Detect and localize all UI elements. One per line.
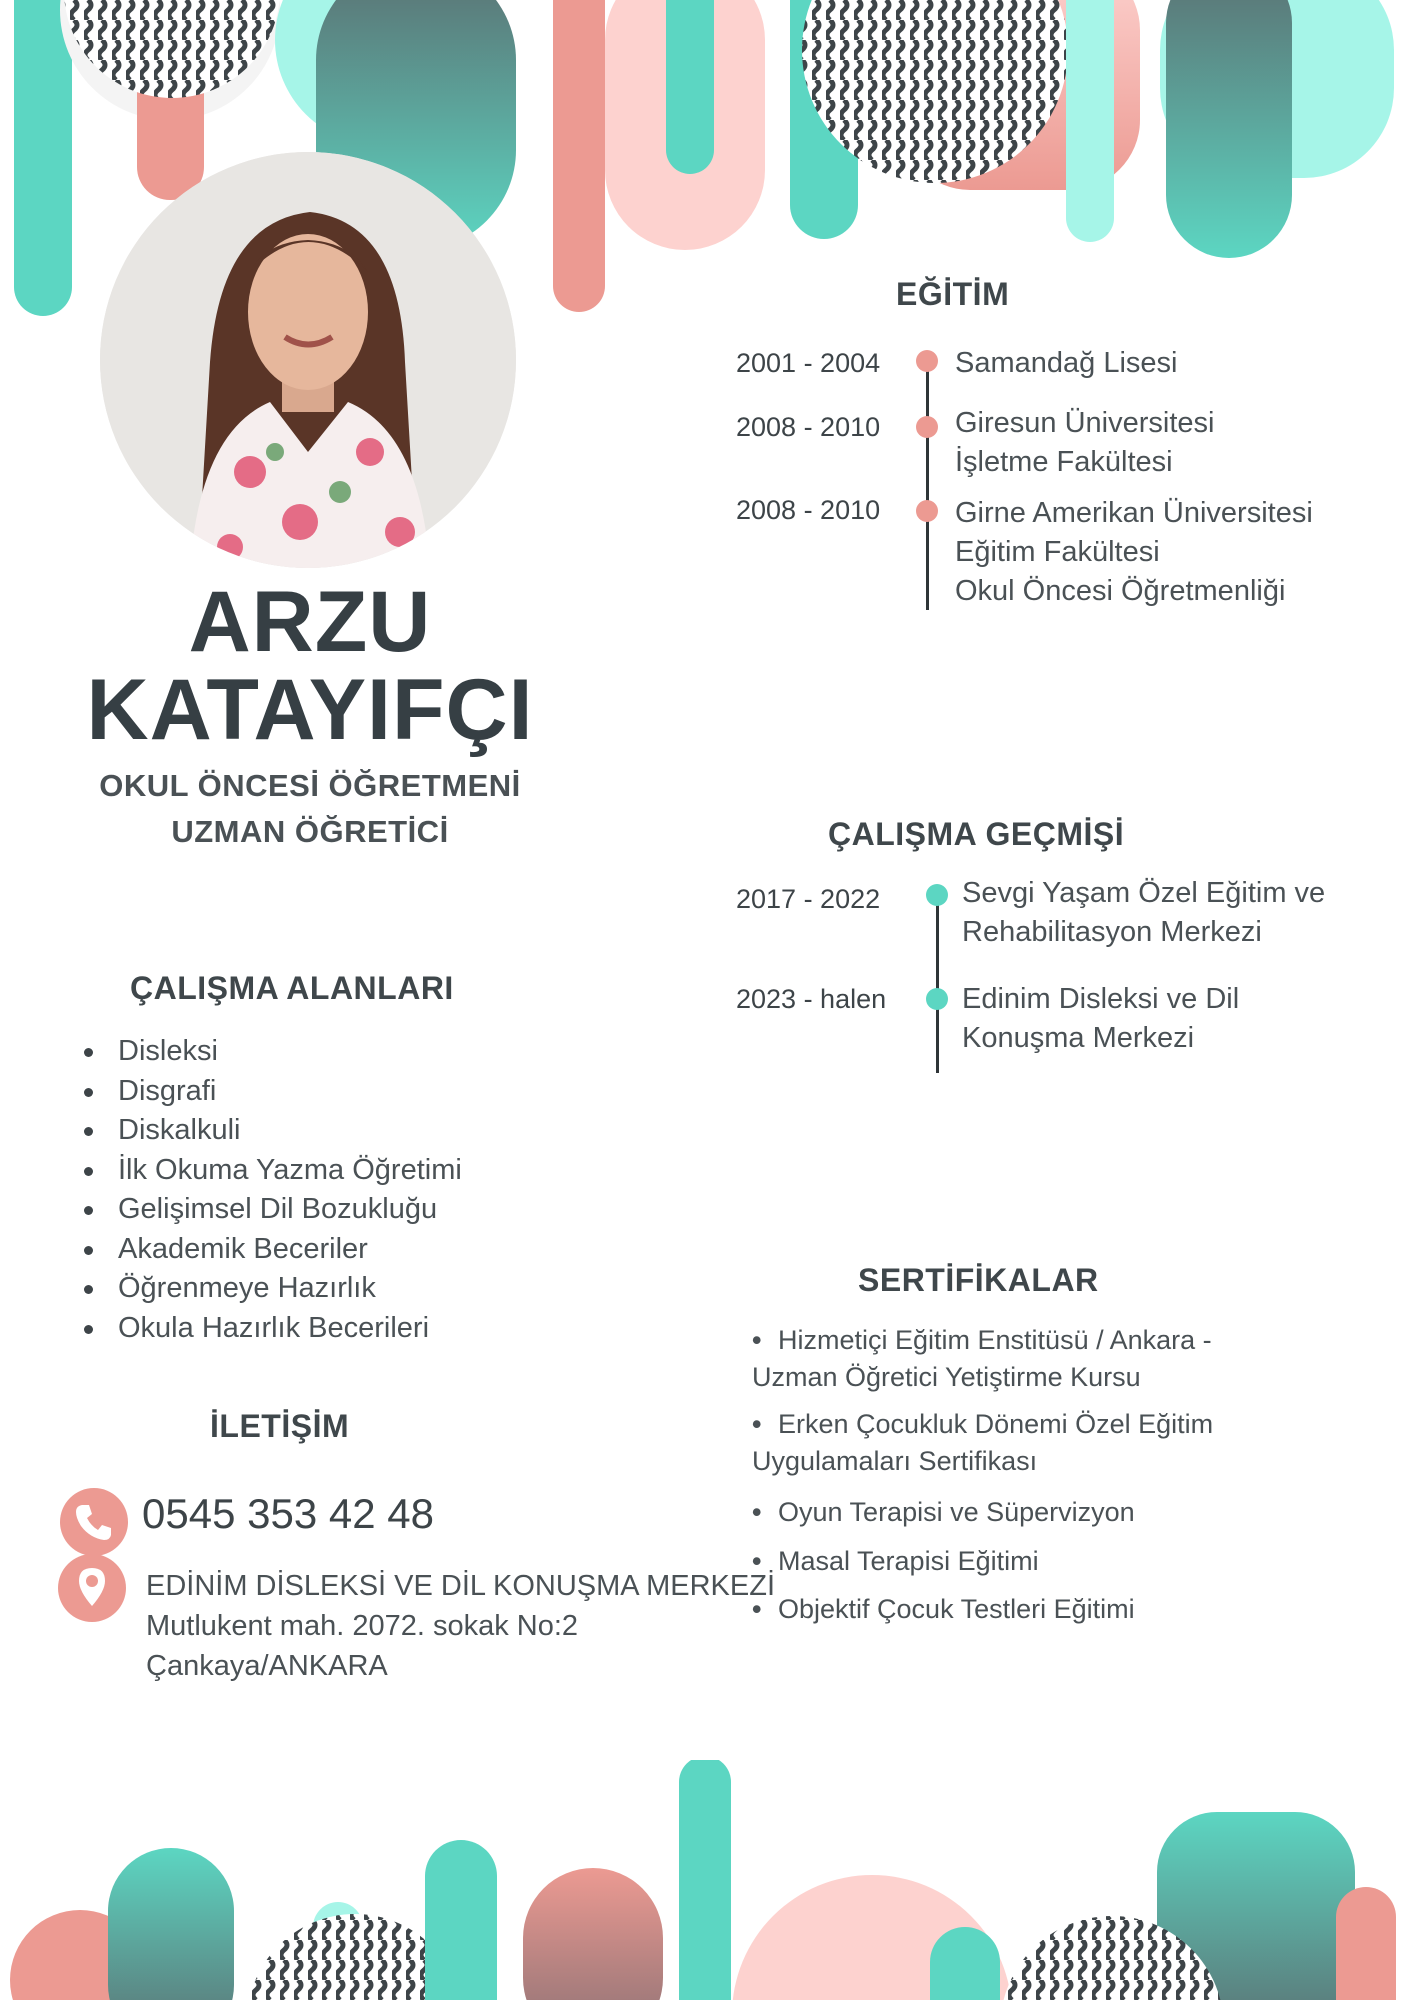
education-years: 2008 - 2010 xyxy=(736,412,881,442)
certificate-item: • Oyun Terapisi ve Süpervizyon xyxy=(752,1497,1135,1527)
list-item: Disleksi xyxy=(80,1032,462,1072)
work-years: 2017 - 2022 xyxy=(736,884,881,914)
work-entry: Edinim Disleksi ve Dil Konuşma Merkezi xyxy=(962,983,1240,1054)
list-item: Öğrenmeye Hazırlık xyxy=(80,1269,462,1309)
areas-heading: ÇALIŞMA ALANLARI xyxy=(130,970,454,1006)
certificate-item: • Objektif Çocuk Testleri Eğitimi xyxy=(752,1594,1135,1624)
timeline-dot xyxy=(916,416,938,438)
list-item: Diskalkuli xyxy=(80,1111,462,1151)
areas-list xyxy=(80,1032,462,1348)
role-line-1: OKUL ÖNCESİ ÖĞRETMENİ xyxy=(99,768,521,803)
work-entry: Sevgi Yaşam Özel Eğitim ve Rehabilitasyon Merkezi xyxy=(962,877,1326,948)
education-years: 2001 - 2004 xyxy=(736,348,881,378)
certificate-item: • Erken Çocukluk Dönemi Özel Eğitim Uygulamaları Sertifikası xyxy=(752,1409,1214,1476)
list-item: Okula Hazırlık Becerileri xyxy=(80,1309,462,1349)
contact-heading: İLETİŞİM xyxy=(210,1408,350,1444)
first-name: ARZU xyxy=(188,574,432,670)
timeline-dot xyxy=(926,988,948,1010)
phone-number[interactable]: 0545 353 42 48 xyxy=(142,1490,434,1537)
list-item: Gelişimsel Dil Bozukluğu xyxy=(80,1190,462,1230)
education-heading: EĞİTİM xyxy=(896,276,1010,312)
last-name: KATAYIFÇI xyxy=(86,662,534,758)
portrait-illustration xyxy=(100,152,516,568)
list-item: Disgrafi xyxy=(80,1072,462,1112)
work-timeline-line xyxy=(936,885,939,1073)
education-entry: Girne Amerikan Üniversitesi Eğitim Fakültesi Okul Öncesi Öğretmenliği xyxy=(955,497,1313,607)
certificate-item: • Hizmetiçi Eğitim Enstitüsü / Ankara - Uzman Öğretici Yetiştirme Kursu xyxy=(752,1325,1212,1392)
education-entry: Samandağ Lisesi xyxy=(955,347,1178,379)
profile-photo xyxy=(100,152,516,568)
list-item: Akademik Beceriler xyxy=(80,1230,462,1270)
timeline-dot xyxy=(916,350,938,372)
certificates-heading: SERTİFİKALAR xyxy=(858,1262,1099,1298)
bottom-decoration xyxy=(0,1760,1414,2000)
certificate-item: • Masal Terapisi Eğitimi xyxy=(752,1546,1039,1576)
education-timeline-line xyxy=(926,360,929,610)
location-icon xyxy=(58,1554,126,1622)
work-years: 2023 - halen xyxy=(736,984,887,1014)
education-entry: Giresun Üniversitesi İşletme Fakültesi xyxy=(955,407,1215,478)
timeline-dot xyxy=(916,500,938,522)
role-line-2: UZMAN ÖĞRETİCİ xyxy=(171,814,449,849)
education-years: 2008 - 2010 xyxy=(736,495,881,525)
phone-icon xyxy=(60,1488,128,1556)
address: EDİNİM DİSLEKSİ VE DİL KONUŞMA MERKEZİ Mutlukent mah. 2072. sokak No:2 Çankaya/ANKARA xyxy=(146,1570,776,1682)
timeline-dot xyxy=(926,884,948,906)
list-item: İlk Okuma Yazma Öğretimi xyxy=(80,1151,462,1191)
work-heading: ÇALIŞMA GEÇMİŞİ xyxy=(828,816,1125,852)
